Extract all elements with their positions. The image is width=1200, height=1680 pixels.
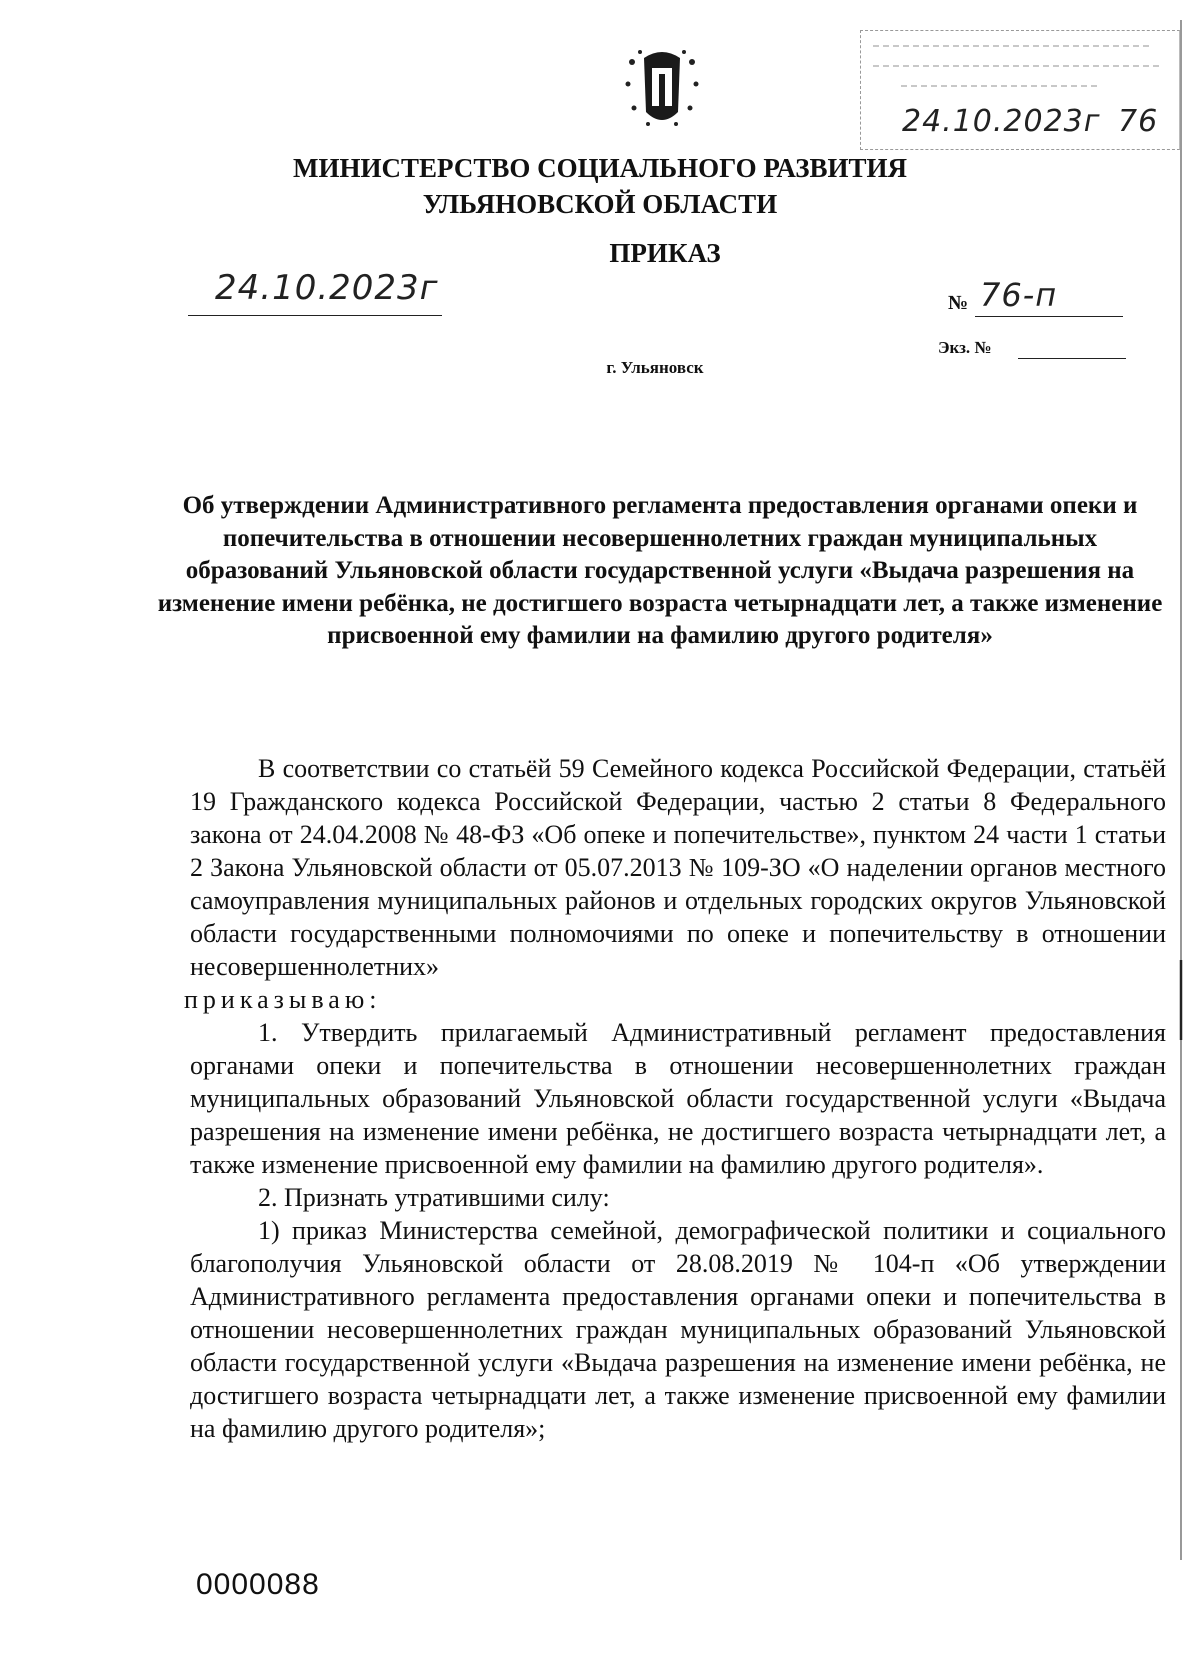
- coat-of-arms-emblem: [618, 42, 706, 134]
- item-2-1-paragraph: 1) приказ Министерства семейной, демографической политики и социального благополучия Ульяновской области от 28.08.2019 № 104-п «Об утверждении Административного регламента предоставления органами опеки и попечительства в отношении несовершеннолетних граждан муниципальных образований Ульяновской области государственной услуги «Выдача разрешения на изменение имени ребёнка, не достигшего возраста четырнадцати лет, а также изменение присвоенной ему фамилии на фамилию другого родителя»;: [190, 1216, 1166, 1443]
- city-label: г. Ульяновск: [606, 358, 704, 377]
- date-handwritten: 24.10.2023г: [215, 268, 439, 308]
- copy-number-label: Экз. №: [938, 338, 992, 357]
- number-sign: №: [948, 292, 969, 314]
- ministry-heading: [0, 150, 1200, 222]
- document-body: [184, 752, 1166, 1445]
- number-handwritten: 76-п: [980, 276, 1058, 314]
- order-word: приказываю:: [184, 985, 382, 1014]
- copy-number-underline: [1018, 338, 1126, 359]
- preamble-paragraph: В соответствии со статьёй 59 Семейного кодекса Российской Федерации, статьёй 19 Гражданского кодекса Российской Федерации, частью 2 статьи 8 Федерального закона от 24.04.2008 № 48-ФЗ «Об опеке и попечительстве», пунктом 24 части 1 статьи 2 Закона Ульяновской области от 05.07.2013 № 109-ЗО «О наделении органов местного самоуправления муниципальных районов и отдельных городских округов Ульяновской области государственными полномочиями по опеке и попечительству в отношении несовершеннолетних»: [190, 754, 1166, 981]
- doc-type-heading: ПРИКАЗ: [609, 238, 721, 268]
- scan-margin-marks: [1178, 0, 1184, 1680]
- document-title: Об утверждении Административного регламента предоставления органами опеки и попечительства в отношении несовершеннолетних граждан муниципальных образований Ульяновской области государственной услуги «Выдача разрешения на изменение имени ребёнка, не достигшего возраста четырнадцати лет, а также изменение присвоенной ему фамилии на фамилию другого родителя»: [157, 492, 1163, 649]
- ministry-line-2: УЛЬЯНОВСКОЙ ОБЛАСТИ: [422, 189, 778, 219]
- stamp-number-handwritten: 76: [1118, 104, 1159, 139]
- item-1-paragraph: 1. Утвердить прилагаемый Административный регламент предоставления органами опеки и попечительства в отношении несовершеннолетних граждан муниципальных образований Ульяновской области государственной услуги «Выдача разрешения на изменение имени ребёнка, не достигшего возраста четырнадцати лет, а также изменение присвоенной ему фамилии на фамилию другого родителя».: [190, 1018, 1166, 1179]
- stamp-date-handwritten: 24.10.2023г: [902, 104, 1101, 139]
- item-2-paragraph: 2. Признать утратившими силу:: [258, 1183, 610, 1212]
- serial-number: 0000088: [196, 1568, 320, 1601]
- ministry-line-1: МИНИСТЕРСТВО СОЦИАЛЬНОГО РАЗВИТИЯ: [293, 153, 907, 183]
